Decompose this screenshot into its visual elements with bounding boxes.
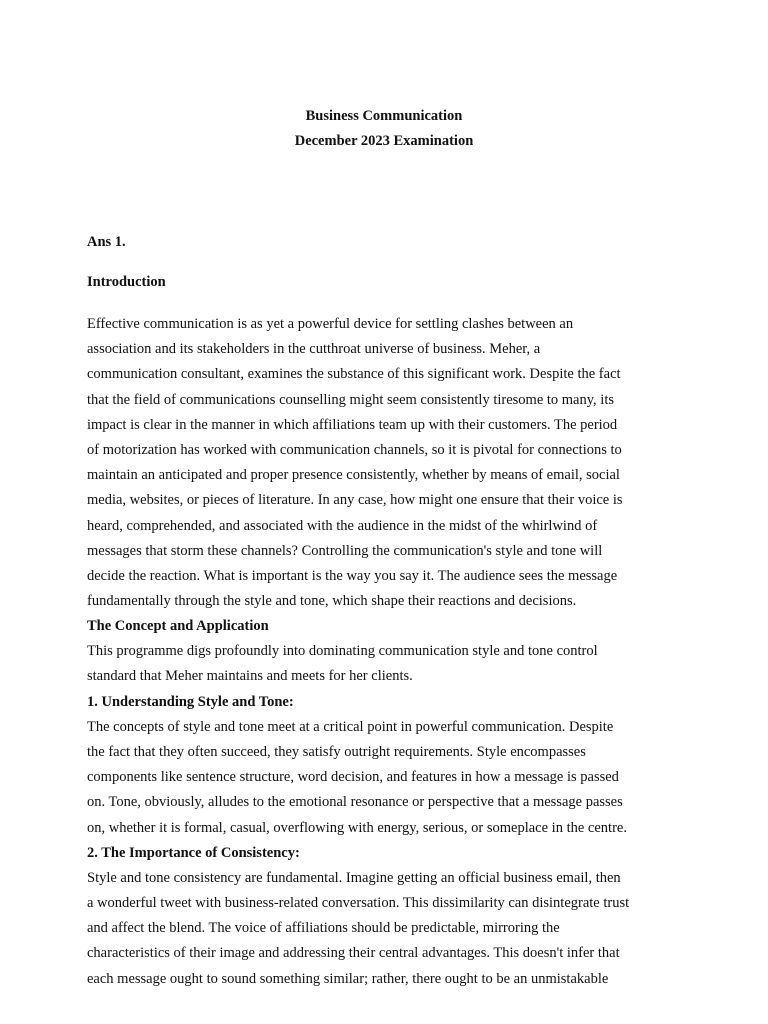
- section1-heading: 1. Understanding Style and Tone:: [87, 693, 294, 710]
- body-continuation: [87, 614, 687, 992]
- intro-heading: Introduction: [87, 274, 166, 290]
- document-subtitle: December 2023 Examination: [294, 133, 474, 149]
- paragraph-line: of motorization has worked with communication channels, so it is pivotal for connections to: [87, 441, 622, 458]
- paragraph-line: heard, comprehended, and associated with the audience in the midst of the whirlwind of: [87, 517, 598, 534]
- paragraph-line: on. Tone, obviously, alludes to the emotional resonance or perspective that a message passes: [87, 794, 623, 811]
- paragraph-line: This programme digs profoundly into dominating communication style and tone control: [87, 643, 598, 660]
- paragraph-line: components like sentence structure, word decision, and features in how a message is passed: [87, 769, 619, 786]
- paragraph-line: on, whether it is formal, casual, overflowing with energy, serious, or someplace in the centre.: [87, 819, 627, 836]
- paragraph-line: communication consultant, examines the substance of this significant work. Despite the fact: [87, 366, 621, 383]
- paragraph-line: the fact that they often succeed, they satisfy outright requirements. Style encompasses: [87, 743, 586, 760]
- paragraph-line: impact is clear in the manner in which affiliations team up with their customers. The period: [87, 416, 618, 433]
- paragraph-line: maintain an anticipated and proper presence consistently, whether by means of email, social: [87, 467, 620, 484]
- paragraph-line: decide the reaction. What is important is the way you say it. The audience sees the message: [87, 567, 618, 584]
- paragraph-line: Style and tone consistency are fundamental. Imagine getting an official business email, then: [87, 869, 621, 886]
- paragraph-line: The concepts of style and tone meet at a critical point in powerful communication. Despite: [87, 718, 614, 735]
- paragraph-line: messages that storm these channels? Controlling the communication's style and tone will: [87, 542, 603, 559]
- paragraph-line: standard that Meher maintains and meets for her clients.: [87, 668, 413, 685]
- answer-label: Ans 1.: [87, 234, 126, 250]
- paragraph-line: Effective communication is as yet a powerful device for settling clashes between an: [87, 316, 574, 332]
- paragraph-line: media, websites, or pieces of literature. In any case, how might one ensure that their voice is: [87, 492, 623, 509]
- paragraph-line: association and its stakeholders in the cutthroat universe of business. Meher, a: [87, 341, 541, 358]
- paragraph-line: a wonderful tweet with business-related conversation. This dissimilarity can disintegrate trust: [87, 895, 630, 912]
- concept-heading: The Concept and Application: [87, 618, 269, 634]
- section2-heading: 2. The Importance of Consistency:: [87, 844, 300, 861]
- intro-paragraph: [87, 312, 687, 614]
- paragraph-line: characteristics of their image and addressing their central advantages. This doesn't infer that: [87, 945, 620, 962]
- paragraph-line: each message ought to sound something similar; rather, there ought to be an unmistakable: [87, 970, 609, 987]
- document-title: Business Communication: [305, 108, 463, 124]
- paragraph-line: and affect the blend. The voice of affiliations should be predictable, mirroring the: [87, 920, 560, 937]
- paragraph-line: that the field of communications counselling might seem consistently tiresome to many, its: [87, 391, 615, 408]
- paragraph-line: fundamentally through the style and tone, which shape their reactions and decisions.: [87, 593, 577, 610]
